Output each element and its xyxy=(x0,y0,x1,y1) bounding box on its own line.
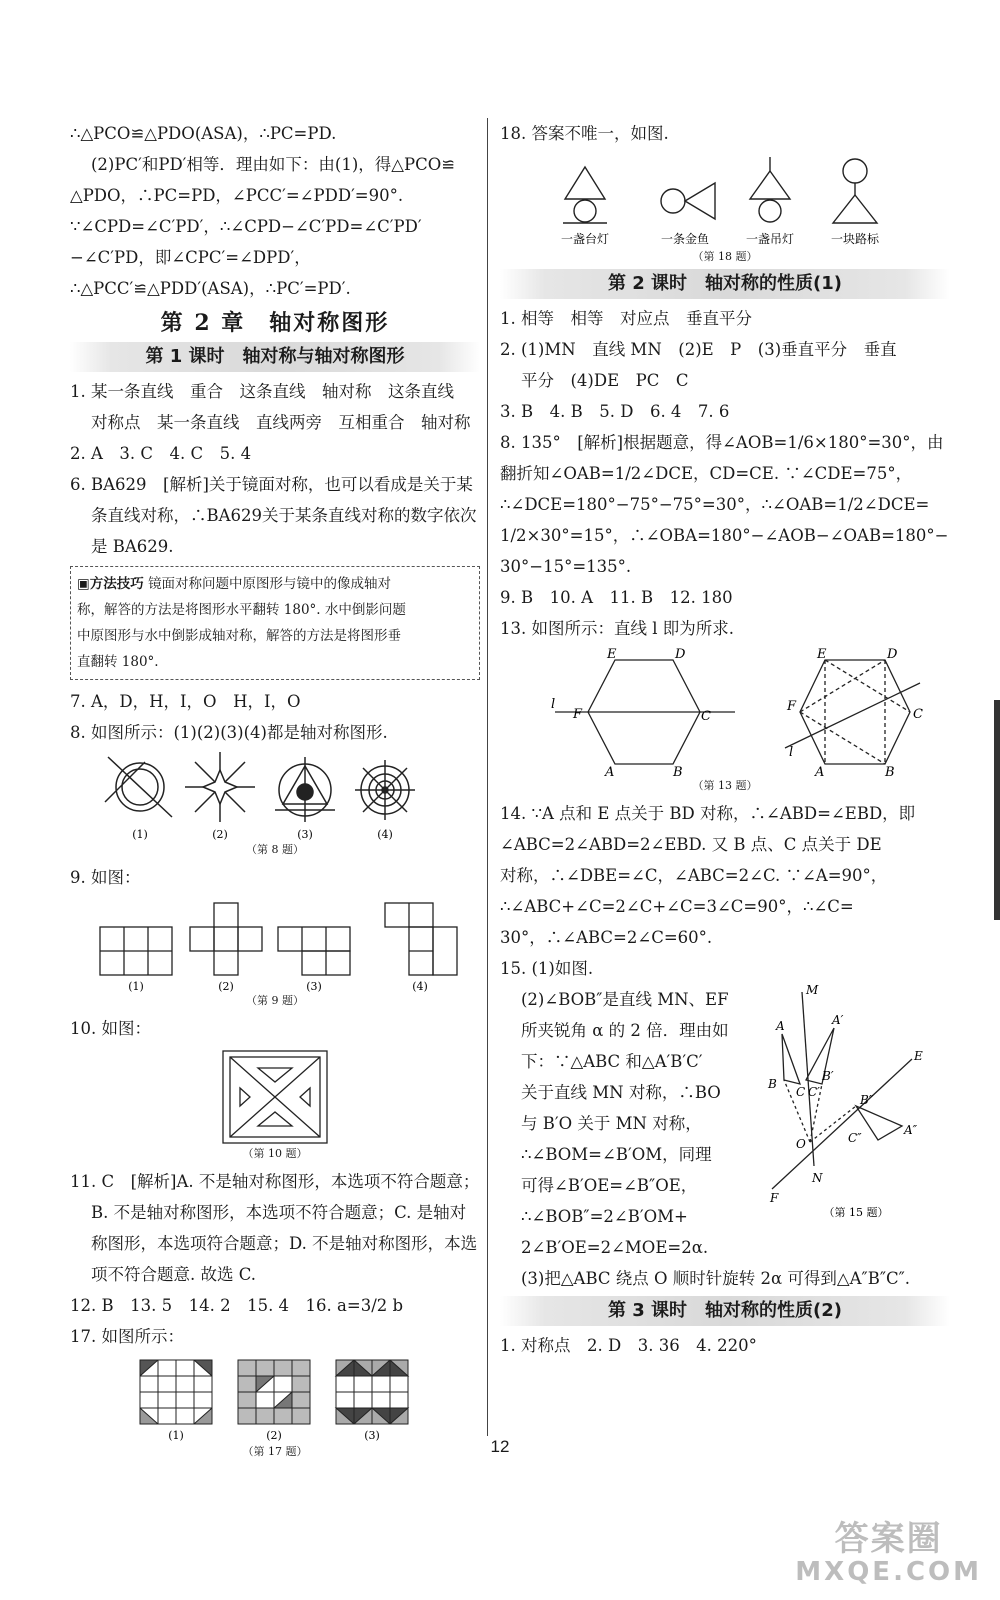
svg-text:A: A xyxy=(815,765,825,778)
svg-text:F: F xyxy=(573,707,583,722)
answer-line: 13. 如图所示：直线 l 即为所求. xyxy=(500,619,734,638)
figure-caption: （第 17 题） xyxy=(242,1445,308,1458)
answer-line: 11. C [解析]A. 不是轴对称图形，本选项不符合题意； xyxy=(70,1172,480,1191)
answer-line: (2)∠BOB″是直线 MN、EF xyxy=(521,990,729,1009)
svg-text:M: M xyxy=(806,984,819,997)
answer-line: 所夹锐角 α 的 2 倍．理由如 xyxy=(521,1021,729,1040)
section-header xyxy=(500,269,950,299)
svg-text:B: B xyxy=(885,765,895,778)
answer-line: 2. (1)MN 直线 MN (2)E P (3)垂直平分 垂直 xyxy=(500,340,897,359)
answer-line: 2. A 3. C 4. C 5. 4 xyxy=(70,444,252,463)
svg-text:D: D xyxy=(887,648,898,662)
answer-line: 10. 如图： xyxy=(70,1019,151,1038)
answer-line: 1. 相等 相等 对应点 垂直平分 xyxy=(500,309,752,328)
section-title: 第 1 课时 轴对称与轴对称图形 xyxy=(145,346,405,367)
figure-caption: （第 13 题） xyxy=(692,779,758,792)
answer-line: 可得∠B′OE=∠B″OE， xyxy=(521,1176,698,1195)
figure-caption: （第 9 题） xyxy=(246,994,304,1007)
watermark-logo xyxy=(795,1520,982,1586)
tip-text: 中原图形与水中倒影成轴对称，解答的方法是将图形垂 xyxy=(77,628,401,644)
answer-line: ∵∠CPD=∠C′PD′，∴∠CPD−∠C′PD=∠C′PD′ xyxy=(70,217,422,236)
left-column xyxy=(70,118,480,1464)
svg-text:A″: A″ xyxy=(904,1123,918,1137)
figure-15-reflection xyxy=(762,984,950,1220)
figure-10-square xyxy=(220,1048,330,1146)
fig-label: (3) xyxy=(306,980,322,993)
watermark-text: 答案圈 xyxy=(834,1519,943,1559)
fig-label: (1) xyxy=(132,828,148,841)
right-column xyxy=(500,118,950,1361)
svg-text:C: C xyxy=(796,1085,806,1099)
figure-18-symmetric-objects xyxy=(525,153,925,249)
answer-line: 12. B 13. 5 14. 2 15. 4 16. a=3/2 b xyxy=(70,1296,404,1315)
figure-caption: （第 10 题） xyxy=(242,1147,308,1160)
answer-line: 关于直线 MN 对称，∴BO xyxy=(521,1083,721,1102)
fig-label: (3) xyxy=(297,828,313,841)
svg-text:C″: C″ xyxy=(848,1131,862,1145)
svg-text:l: l xyxy=(551,697,556,712)
fig-label: (3) xyxy=(364,1429,380,1442)
answer-line: 9. 如图： xyxy=(70,868,141,887)
answer-line: 对称点 某一条直线 直线两旁 互相重合 轴对称 xyxy=(91,413,471,432)
answer-line: ∴∠DCE=180°−75°−75°=30°，∴∠OAB=1/2∠DCE= xyxy=(500,495,930,514)
svg-text:N: N xyxy=(812,1171,823,1185)
answer-line: 18. 答案不唯一，如图. xyxy=(500,124,669,143)
answer-line: 1. 对称点 2. D 3. 36 4. 220° xyxy=(500,1336,757,1355)
answer-line: 8. 如图所示：(1)(2)(3)(4)都是轴对称图形. xyxy=(70,723,388,742)
answer-line: 平分 (4)DE PC C xyxy=(521,371,689,390)
answer-line: 下：∵△ABC 和△A′B′C′ xyxy=(521,1052,703,1071)
svg-text:E: E xyxy=(607,648,617,662)
watermark-url: MXQE.COM xyxy=(795,1557,982,1587)
svg-text:A′: A′ xyxy=(832,1013,844,1027)
answer-line: 8. 135° [解析]根据题意，得∠AOB=1/6×180°=30°，由 xyxy=(500,433,944,452)
svg-text:C: C xyxy=(701,709,711,724)
svg-text:B′: B′ xyxy=(822,1069,834,1083)
page-edge-mark xyxy=(994,700,1000,920)
answer-line: ∠ABC=2∠ABD=2∠EBD. 又 B 点、C 点关于 DE xyxy=(500,835,882,854)
answer-line: 与 B′O 关于 MN 对称， xyxy=(521,1114,702,1133)
answer-line: 15. (1)如图. xyxy=(500,959,594,978)
answer-line: B. 不是轴对称图形，本选项不符合题意；C. 是轴对 xyxy=(91,1203,467,1222)
fig-label: (1) xyxy=(128,980,144,993)
answer-line: −∠C′PD，即∠CPC′=∠DPD′， xyxy=(70,248,311,267)
answer-line: 1/2×30°=15°，∴∠OBA=180°−∠AOB−∠OAB=180°− xyxy=(500,526,949,545)
svg-text:l: l xyxy=(789,745,794,760)
svg-text:E: E xyxy=(914,1049,923,1063)
svg-text:F: F xyxy=(787,699,797,714)
answer-line: ∴∠BOB″=2∠B′OM+ xyxy=(521,1207,688,1226)
fig-label: (2) xyxy=(212,828,228,841)
tip-text: 镜面对称问题中原图形与镜中的像成轴对 xyxy=(148,576,392,592)
figure-caption: （第 8 题） xyxy=(246,843,304,856)
figure-17-grid-patterns xyxy=(130,1356,420,1444)
answer-line: 30°，∴∠ABC=2∠C=60°. xyxy=(500,928,713,947)
svg-text:B″: B″ xyxy=(860,1093,874,1107)
fig-label: 一盏吊灯 xyxy=(745,232,795,246)
answer-line: 6. BA629 [解析]关于镜面对称，也可以看成是关于某 xyxy=(70,475,473,494)
figure-caption: （第 18 题） xyxy=(692,250,758,263)
svg-text:E: E xyxy=(817,648,827,662)
answer-line: 1. 某一条直线 重合 这条直线 轴对称 这条直线 xyxy=(70,382,454,401)
answer-line: 14. ∵A 点和 E 点关于 BD 对称，∴∠ABD=∠EBD，即 xyxy=(500,804,916,823)
fig-label: (2) xyxy=(266,1429,282,1442)
method-tip-box xyxy=(70,566,480,680)
fig-label: (2) xyxy=(218,980,234,993)
answer-line: 项不符合题意. 故选 C. xyxy=(91,1265,257,1284)
fig-label: (4) xyxy=(377,828,393,841)
answer-line: 条直线对称，∴BA629关于某条直线对称的数字依次 xyxy=(91,506,477,525)
answer-line: 称图形，本选项符合题意；D. 不是轴对称图形，本选 xyxy=(91,1234,478,1253)
figure-caption: （第 15 题） xyxy=(823,1206,889,1219)
answer-line: 3. B 4. B 5. D 6. 4 7. 6 xyxy=(500,402,730,421)
svg-text:F: F xyxy=(770,1191,779,1205)
svg-text:A: A xyxy=(776,1019,785,1033)
figure-13-hexagons xyxy=(515,648,935,778)
answer-line: 对称，∴∠DBE=∠C，∠ABC=2∠C. ∵∠A=90°， xyxy=(500,866,888,885)
answer-line: 30°−15°=135°. xyxy=(500,557,632,576)
section-title: 第 3 课时 轴对称的性质(2) xyxy=(607,1300,843,1321)
fig-label: 一块路标 xyxy=(830,232,880,246)
svg-text:B: B xyxy=(673,765,683,778)
q15-block xyxy=(500,984,950,1263)
tip-tag: ▣方法技巧 xyxy=(77,576,144,592)
fig-label: 一条金鱼 xyxy=(660,232,710,246)
section-title: 第 2 课时 轴对称的性质(1) xyxy=(607,273,843,294)
svg-text:C′: C′ xyxy=(808,1085,820,1099)
figure-8-symmetric-shapes xyxy=(95,752,455,842)
answer-line: 9. B 10. A 11. B 12. 180 xyxy=(500,588,733,607)
answer-line: ∴∠BOM=∠B′OM，同理 xyxy=(521,1145,712,1164)
answer-line: 翻折知∠OAB=1/2∠DCE，CD=CE. ∵∠CDE=75°， xyxy=(500,464,913,483)
page-number: 12 xyxy=(490,1437,510,1456)
svg-text:B: B xyxy=(768,1077,777,1091)
svg-text:O: O xyxy=(796,1137,806,1151)
svg-text:D: D xyxy=(675,648,686,662)
answer-line: ∴∠ABC+∠C=2∠C+∠C=3∠C=90°，∴∠C= xyxy=(500,897,854,916)
chapter-title: 第 2 章 轴对称图形 xyxy=(160,310,390,336)
svg-text:C: C xyxy=(913,707,923,722)
tip-text: 直翻转 180°. xyxy=(77,654,159,670)
answer-line: (2)PC′和PD′相等．理由如下：由(1)，得△PCO≌ xyxy=(91,155,456,174)
figure-9-net-shapes xyxy=(80,897,470,993)
answer-line: 17. 如图所示： xyxy=(70,1327,184,1346)
answer-line: (3)把△ABC 绕点 O 顺时针旋转 2α 可得到△A″B″C″. xyxy=(521,1269,911,1288)
answer-line: 7. A，D，H，I，O H，I，O xyxy=(70,692,301,711)
answer-line: ∴△PCO≌△PDO(ASA)，∴PC=PD. xyxy=(70,124,337,143)
answer-line: 2∠B′OE=2∠MOE=2α. xyxy=(521,1238,709,1257)
fig-label: (4) xyxy=(412,980,428,993)
fig-label: (1) xyxy=(168,1429,184,1442)
fig-label: 一盏台灯 xyxy=(560,232,610,246)
answer-line: ∴△PCC′≌△PDD′(ASA)，∴PC′=PD′. xyxy=(70,279,351,298)
tip-text: 称，解答的方法是将图形水平翻转 180°. 水中倒影问题 xyxy=(77,602,406,618)
column-divider xyxy=(487,118,488,1436)
answer-line: △PDO，∴PC=PD，∠PCC′=∠PDD′=90°. xyxy=(70,186,404,205)
answer-line: 是 BA629. xyxy=(91,537,174,556)
section-header xyxy=(70,342,480,372)
section-header xyxy=(500,1296,950,1326)
svg-text:A: A xyxy=(605,765,615,778)
